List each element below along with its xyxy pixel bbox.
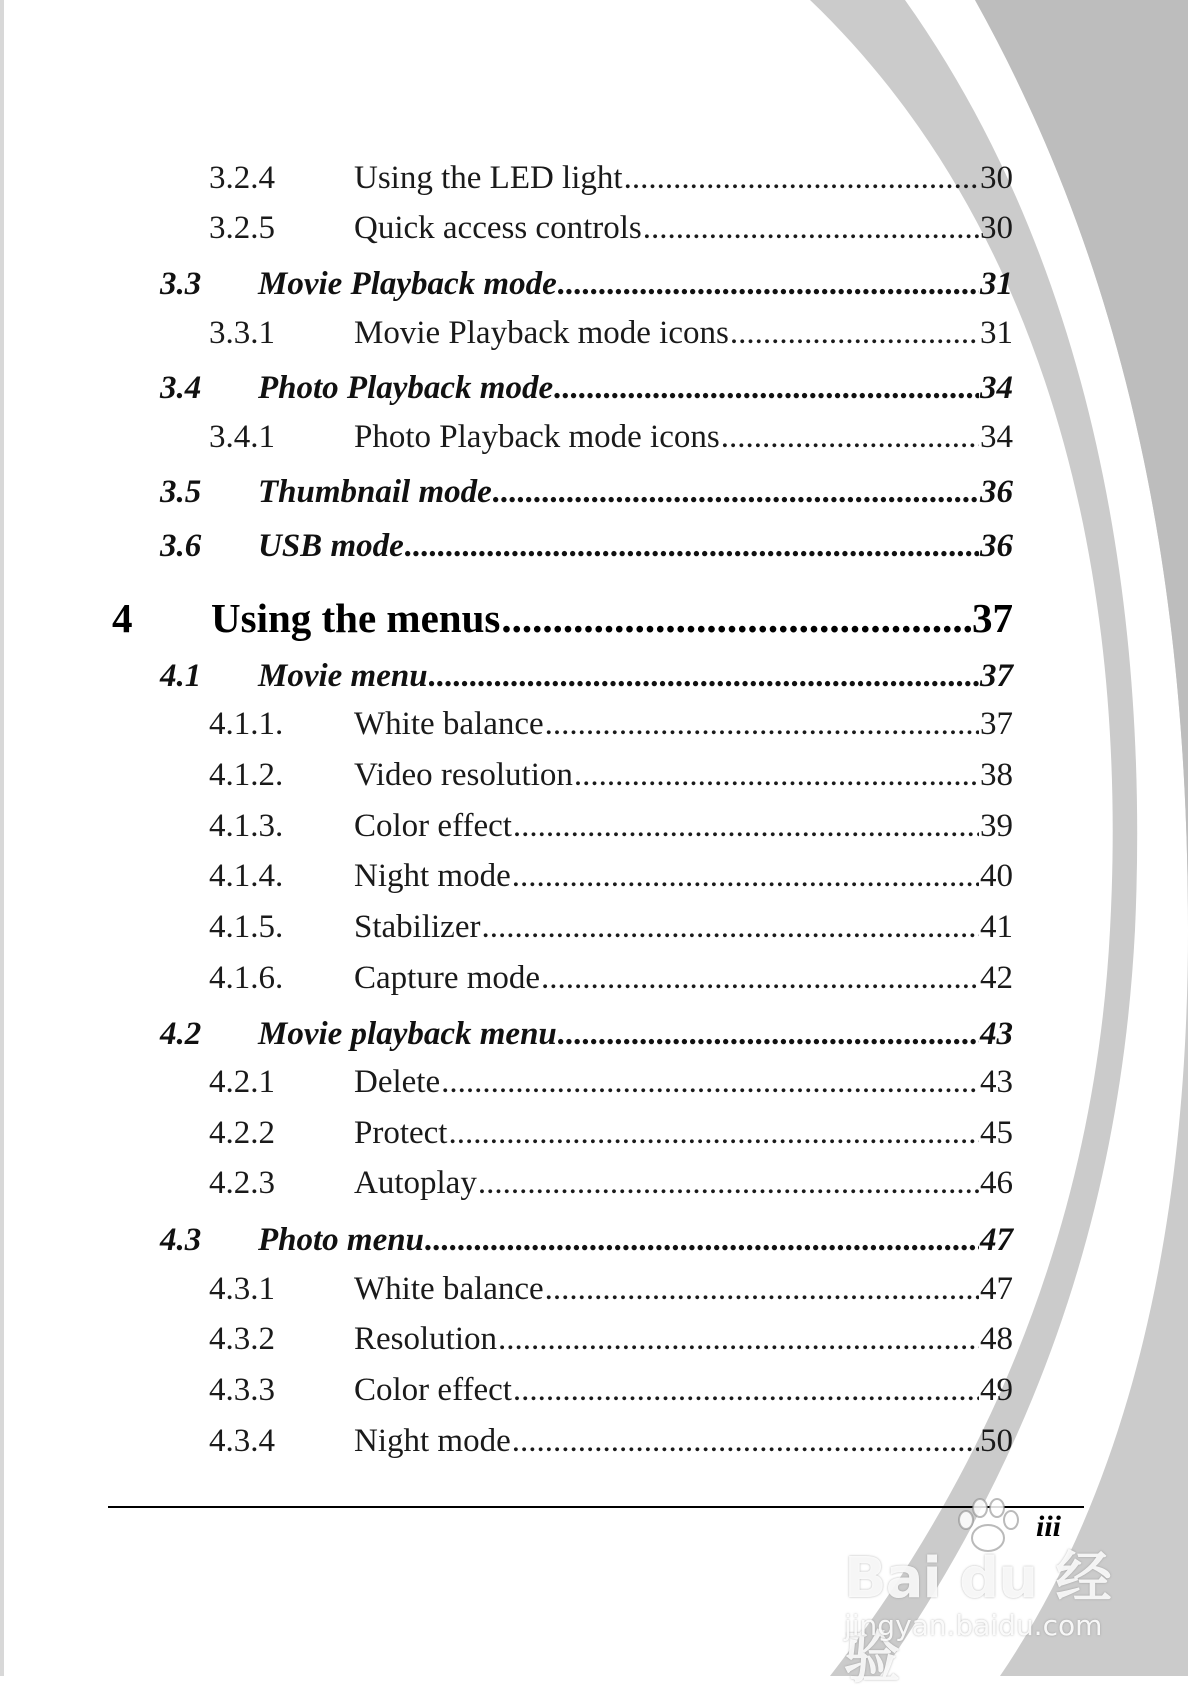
toc-section-entry[interactable] (0, 266, 1188, 322)
toc-entry-page: 43 (980, 1064, 1013, 1100)
dot-leader (498, 1321, 979, 1358)
toc-entry-number: 4.1.5. (209, 909, 284, 945)
toc-entry[interactable] (0, 210, 1188, 266)
dot-leader (441, 1064, 979, 1101)
toc-section-entry[interactable] (0, 370, 1188, 426)
dot-leader (405, 528, 979, 565)
watermark-brand: Bai du 经验 (844, 1546, 1111, 1691)
toc-entry-number: 4.3 (160, 1222, 202, 1258)
toc-entry-page: 47 (980, 1222, 1013, 1258)
dot-leader (730, 315, 979, 352)
toc-entry-page: 36 (980, 528, 1013, 564)
toc-entry-title: Photo Playback mode (258, 370, 554, 406)
toc-entry-number: 3.2.5 (209, 210, 275, 246)
toc-entry-number: 4.2 (160, 1016, 202, 1052)
toc-entry-page: 39 (980, 808, 1013, 844)
dot-leader (643, 210, 979, 247)
toc-entry-page: 50 (980, 1423, 1013, 1459)
toc-entry-page: 34 (980, 419, 1013, 455)
toc-entry[interactable] (0, 160, 1188, 216)
dot-leader (429, 658, 979, 695)
toc-entry-number: 4.2.2 (209, 1115, 275, 1151)
toc-entry-number: 3.2.4 (209, 160, 275, 196)
dot-leader (478, 1165, 979, 1202)
toc-entry-number: 4 (112, 595, 133, 641)
toc-entry-title: Capture mode (354, 960, 541, 996)
toc-entry[interactable] (0, 1423, 1188, 1479)
toc-entry-title: Photo Playback mode icons (354, 419, 720, 455)
page-number: iii (1036, 1510, 1062, 1543)
toc-entry[interactable] (0, 757, 1188, 813)
toc-entry-number: 4.1 (160, 658, 202, 694)
toc-section-entry[interactable] (0, 474, 1188, 530)
toc-entry[interactable] (0, 858, 1188, 914)
toc-entry-title: Movie Playback mode (258, 266, 557, 302)
toc-entry-number: 4.1.3. (209, 808, 284, 844)
toc-entry-page: 41 (980, 909, 1013, 945)
toc-section-entry[interactable] (0, 1222, 1188, 1278)
toc-entry[interactable] (0, 1321, 1188, 1377)
toc-entry[interactable] (0, 1372, 1188, 1428)
baidu-watermark (838, 1496, 1138, 1691)
watermark-url: jingyan.baidu.com (844, 1609, 1103, 1642)
toc-entry[interactable] (0, 1115, 1188, 1171)
toc-entry-number: 4.1.4. (209, 858, 284, 894)
toc-entry-page: 45 (980, 1115, 1013, 1151)
dot-leader (448, 1115, 979, 1152)
toc-entry-number: 3.3.1 (209, 315, 275, 351)
toc-entry-number: 3.4 (160, 370, 202, 406)
toc-entry-number: 3.6 (160, 528, 202, 564)
toc-entry-number: 3.3 (160, 266, 202, 302)
dot-leader (574, 757, 979, 794)
toc-entry[interactable] (0, 1165, 1188, 1221)
dot-leader (493, 474, 979, 511)
toc-entry[interactable] (0, 1271, 1188, 1327)
toc-entry-number: 4.3.2 (209, 1321, 275, 1357)
toc-entry-page: 31 (980, 315, 1013, 351)
dot-leader (545, 706, 979, 743)
toc-entry-page: 46 (980, 1165, 1013, 1201)
toc-entry-page: 37 (980, 706, 1013, 742)
toc-entry-page: 36 (980, 474, 1013, 510)
dot-leader (624, 160, 979, 197)
toc-entry-title: Night mode (354, 1423, 511, 1459)
toc-entry-number: 4.1.6. (209, 960, 284, 996)
toc-entry-page: 30 (980, 160, 1013, 196)
dot-leader (721, 419, 979, 456)
toc-section-entry[interactable] (0, 528, 1188, 584)
toc-entry-title: Autoplay (354, 1165, 477, 1201)
toc-entry-page: 40 (980, 858, 1013, 894)
toc-entry[interactable] (0, 315, 1188, 371)
toc-entry-number: 4.2.1 (209, 1064, 275, 1100)
toc-entry-title: White balance (354, 706, 544, 742)
toc-entry-title: Color effect (354, 808, 512, 844)
dot-leader (501, 594, 971, 642)
toc-entry-page: 37 (980, 658, 1013, 694)
toc-entry-number: 4.3.4 (209, 1423, 275, 1459)
toc-entry-title: Movie menu (258, 658, 428, 694)
toc-entry-title: Night mode (354, 858, 511, 894)
toc-entry[interactable] (0, 419, 1188, 475)
toc-entry-number: 4.2.3 (209, 1165, 275, 1201)
toc-chapter-entry[interactable] (0, 594, 1188, 650)
toc-entry-number: 4.3.3 (209, 1372, 275, 1408)
toc-entry-title: Quick access controls (354, 210, 642, 246)
toc-entry-title: Movie playback menu (258, 1016, 557, 1052)
toc-entry-title: Resolution (354, 1321, 498, 1357)
toc-entry-title: Protect (354, 1115, 448, 1151)
toc-entry-title: USB mode (258, 528, 404, 564)
dot-leader (558, 266, 979, 303)
toc-entry-page: 30 (980, 210, 1013, 246)
toc-entry-page: 37 (972, 595, 1013, 641)
toc-entry-number: 4.1.2. (209, 757, 284, 793)
toc-entry-title: Movie Playback mode icons (354, 315, 729, 351)
toc-entry-page: 49 (980, 1372, 1013, 1408)
toc-entry-title: Using the menus (211, 595, 501, 641)
toc-entry-title: Delete (354, 1064, 441, 1100)
toc-entry-title: Stabilizer (354, 909, 481, 945)
dot-leader (481, 909, 979, 946)
dot-leader (554, 370, 979, 407)
dot-leader (425, 1222, 979, 1259)
toc-entry-title: Thumbnail mode (258, 474, 492, 510)
toc-entry[interactable] (0, 909, 1188, 965)
toc-entry-page: 38 (980, 757, 1013, 793)
toc-entry-page: 31 (980, 266, 1013, 302)
toc-entry-number: 3.4.1 (209, 419, 275, 455)
toc-entry-page: 47 (980, 1271, 1013, 1307)
toc-entry-number: 4.1.1. (209, 706, 284, 742)
toc-entry-title: Video resolution (354, 757, 573, 793)
dot-leader (541, 960, 979, 997)
dot-leader (512, 1423, 979, 1460)
toc-entry-number: 4.3.1 (209, 1271, 275, 1307)
dot-leader (513, 1372, 979, 1409)
toc-entry-number: 3.5 (160, 474, 202, 510)
dot-leader (558, 1016, 979, 1053)
toc-entry[interactable] (0, 808, 1188, 864)
toc-entry-title: White balance (354, 1271, 544, 1307)
toc-entry-title: Using the LED light (354, 160, 623, 196)
toc-entry-page: 34 (980, 370, 1013, 406)
toc-entry-title: Photo menu (258, 1222, 424, 1258)
dot-leader (545, 1271, 979, 1308)
dot-leader (513, 808, 979, 845)
toc-entry-page: 43 (980, 1016, 1013, 1052)
toc-entry-page: 48 (980, 1321, 1013, 1357)
toc-entry[interactable] (0, 960, 1188, 1016)
dot-leader (512, 858, 979, 895)
toc-entry[interactable] (0, 706, 1188, 762)
toc-entry-page: 42 (980, 960, 1013, 996)
toc-entry-title: Color effect (354, 1372, 512, 1408)
toc-entry[interactable] (0, 1064, 1188, 1120)
